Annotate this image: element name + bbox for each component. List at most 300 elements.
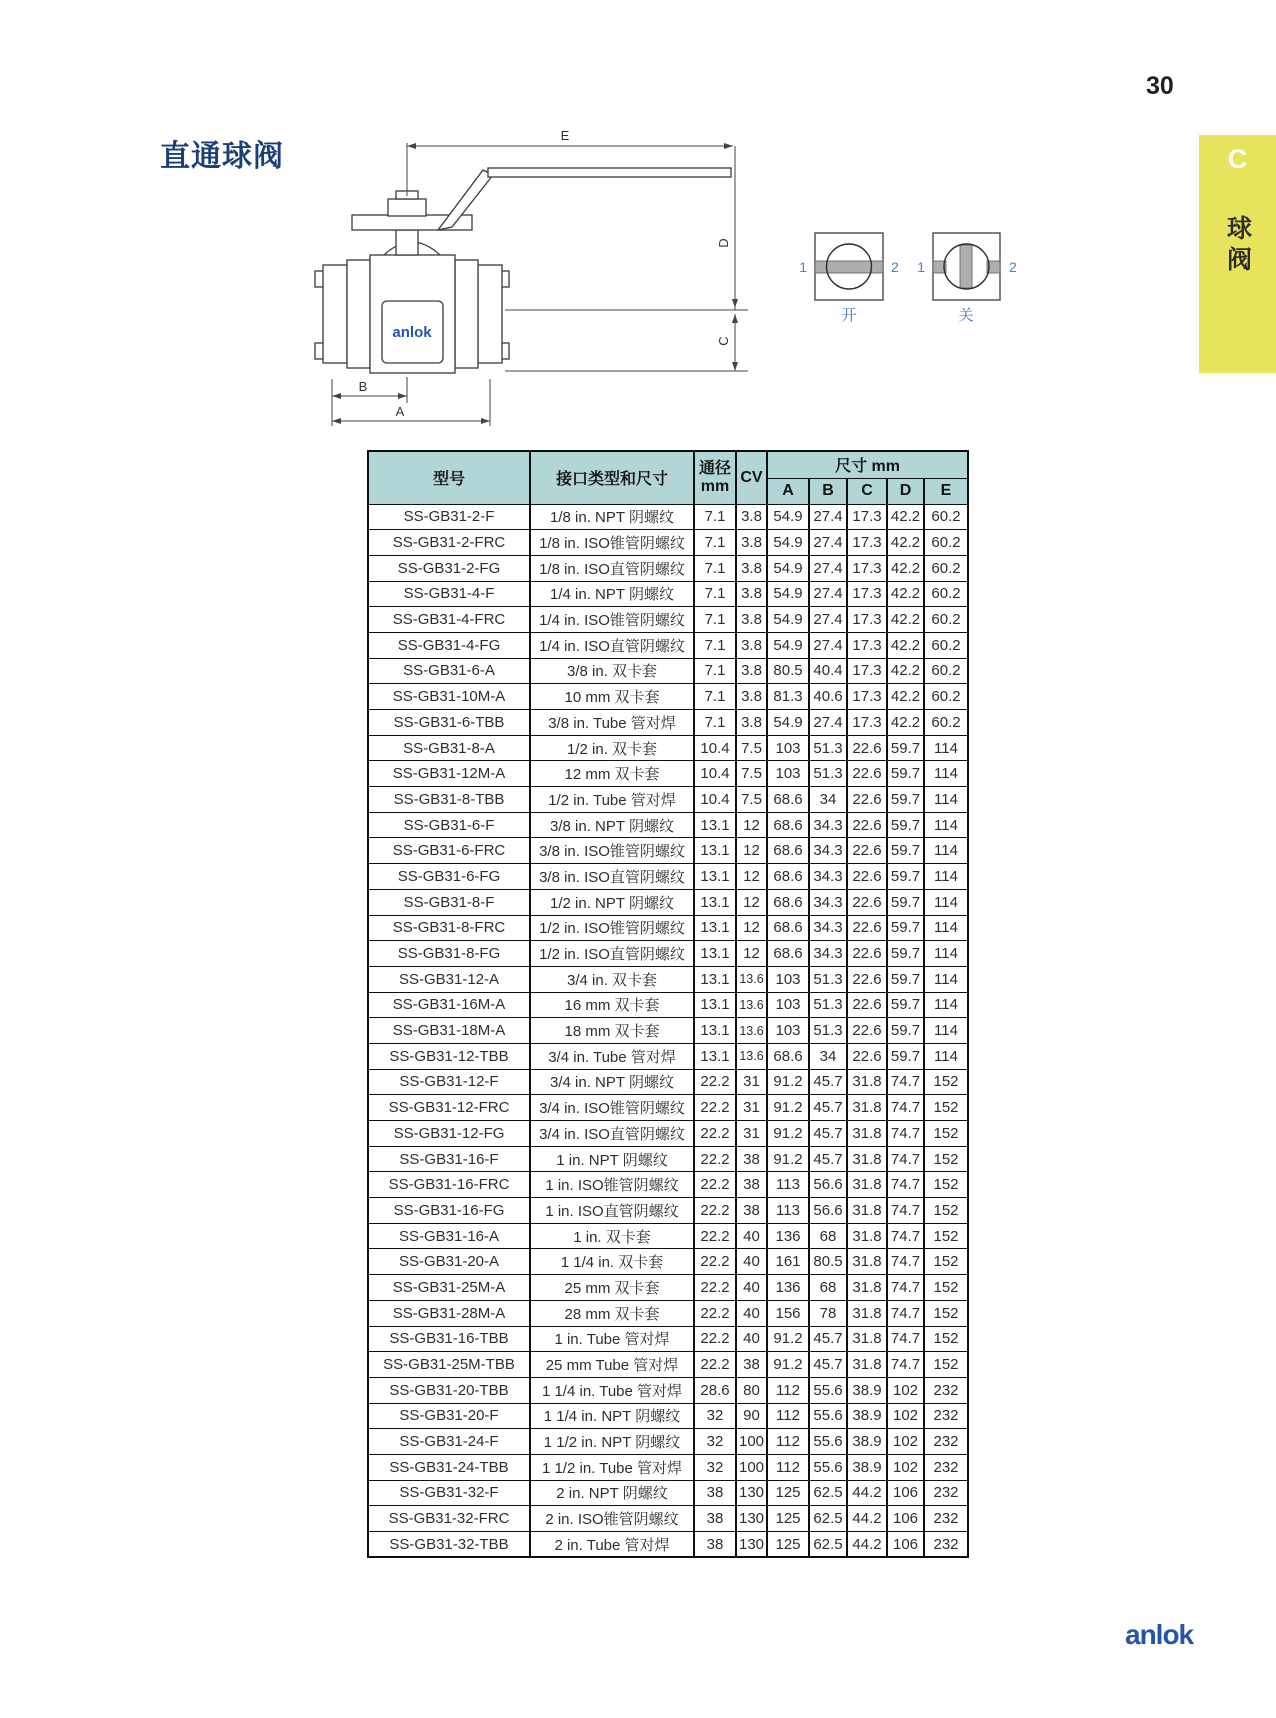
dim-label-a: A (395, 404, 405, 419)
table-cell: 22.6 (847, 1043, 887, 1069)
table-cell: SS-GB31-25M-A (368, 1275, 530, 1301)
table-cell: 22.6 (847, 812, 887, 838)
col-header-bore-line1: 通径 (698, 460, 731, 478)
table-cell: 22.2 (694, 1326, 736, 1352)
table-cell: 112 (767, 1377, 809, 1403)
table-cell: 22.6 (847, 889, 887, 915)
table-cell: 31.8 (847, 1352, 887, 1378)
table-cell: 38 (694, 1532, 736, 1558)
table-cell: 1 1/4 in. Tube 管对焊 (530, 1377, 694, 1403)
table-cell: 90 (736, 1403, 767, 1429)
table-row (368, 761, 968, 787)
table-cell: SS-GB31-16-A (368, 1223, 530, 1249)
table-cell: 44.2 (847, 1480, 887, 1506)
table-cell: 59.7 (887, 992, 924, 1018)
table-cell: 103 (767, 992, 809, 1018)
section-tab (1199, 135, 1276, 373)
table-cell: 34.3 (809, 838, 847, 864)
page-title: 直通球阀 (160, 140, 284, 173)
table-cell: 114 (924, 941, 968, 967)
table-cell: 130 (736, 1532, 767, 1558)
table-cell: 22.6 (847, 1018, 887, 1044)
table-cell: 1/4 in. ISO锥管阴螺纹 (530, 607, 694, 633)
table-cell: 44.2 (847, 1532, 887, 1558)
table-cell: 232 (924, 1403, 968, 1429)
table-cell: 32 (694, 1429, 736, 1455)
table-cell: 125 (767, 1532, 809, 1558)
table-cell: 59.7 (887, 915, 924, 941)
table-cell: 27.4 (809, 607, 847, 633)
table-cell: 17.3 (847, 504, 887, 530)
table-cell: 156 (767, 1300, 809, 1326)
table-cell: 3/4 in. Tube 管对焊 (530, 1043, 694, 1069)
table-cell: 2 in. ISO锥管阴螺纹 (530, 1506, 694, 1532)
table-cell: 125 (767, 1480, 809, 1506)
table-cell: 34.3 (809, 889, 847, 915)
table-row (368, 1403, 968, 1429)
position-diagram-closed (917, 233, 1017, 324)
table-cell: 45.7 (809, 1352, 847, 1378)
table-cell: 152 (924, 1198, 968, 1224)
table-row (368, 966, 968, 992)
closed-caption: 关 (958, 307, 974, 324)
table-cell: 152 (924, 1249, 968, 1275)
table-cell: 91.2 (767, 1121, 809, 1147)
table-cell: 28 mm 双卡套 (530, 1300, 694, 1326)
table-cell: 68.6 (767, 812, 809, 838)
col-header-bore (694, 451, 736, 504)
table-cell: 81.3 (767, 684, 809, 710)
table-cell: 22.2 (694, 1172, 736, 1198)
table-row (368, 658, 968, 684)
table-cell: 42.2 (887, 684, 924, 710)
table-cell: 1 1/4 in. 双卡套 (530, 1249, 694, 1275)
table-cell: 10.4 (694, 761, 736, 787)
table-cell: 27.4 (809, 530, 847, 556)
table-cell: 74.7 (887, 1069, 924, 1095)
table-cell: 22.2 (694, 1069, 736, 1095)
table-row (368, 735, 968, 761)
table-cell: 62.5 (809, 1532, 847, 1558)
table-row (368, 1454, 968, 1480)
table-row (368, 1018, 968, 1044)
table-cell: 59.7 (887, 838, 924, 864)
table-cell: 152 (924, 1146, 968, 1172)
table-cell: 100 (736, 1454, 767, 1480)
table-cell: SS-GB31-16M-A (368, 992, 530, 1018)
table-row (368, 581, 968, 607)
table-cell: 78 (809, 1300, 847, 1326)
table-cell: 100 (736, 1429, 767, 1455)
table-cell: 12 (736, 941, 767, 967)
table-cell: 80 (736, 1377, 767, 1403)
table-cell: 51.3 (809, 735, 847, 761)
table-cell: 38 (694, 1480, 736, 1506)
table-cell: 27.4 (809, 581, 847, 607)
table-cell: SS-GB31-12-A (368, 966, 530, 992)
table-cell: 17.3 (847, 684, 887, 710)
table-cell: 17.3 (847, 710, 887, 736)
table-cell: 136 (767, 1275, 809, 1301)
table-cell: SS-GB31-12-FG (368, 1121, 530, 1147)
table-cell: 32 (694, 1454, 736, 1480)
table-cell: 38 (694, 1506, 736, 1532)
table-cell: 12 (736, 915, 767, 941)
table-cell: 7.1 (694, 555, 736, 581)
table-cell: 22.2 (694, 1223, 736, 1249)
table-cell: 25 mm Tube 管对焊 (530, 1352, 694, 1378)
table-cell: 40 (736, 1300, 767, 1326)
table-cell: 12 (736, 864, 767, 890)
table-cell: 1/8 in. ISO直管阴螺纹 (530, 555, 694, 581)
closed-port-1: 1 (917, 259, 925, 275)
table-cell: SS-GB31-6-TBB (368, 710, 530, 736)
table-cell: 68.6 (767, 787, 809, 813)
table-cell: 1/4 in. ISO直管阴螺纹 (530, 632, 694, 658)
table-cell: 3/4 in. ISO锥管阴螺纹 (530, 1095, 694, 1121)
table-row (368, 710, 968, 736)
table-cell: 74.7 (887, 1121, 924, 1147)
table-row (368, 530, 968, 556)
table-cell: 102 (887, 1429, 924, 1455)
table-cell: 112 (767, 1429, 809, 1455)
table-cell: SS-GB31-12M-A (368, 761, 530, 787)
table-cell: SS-GB31-8-TBB (368, 787, 530, 813)
table-cell: 74.7 (887, 1172, 924, 1198)
table-cell: 106 (887, 1506, 924, 1532)
table-cell: 3.8 (736, 504, 767, 530)
table-cell: 60.2 (924, 632, 968, 658)
table-cell: 114 (924, 864, 968, 890)
table-cell: 1 in. NPT 阴螺纹 (530, 1146, 694, 1172)
table-cell: SS-GB31-6-FRC (368, 838, 530, 864)
table-cell: 7.1 (694, 710, 736, 736)
table-cell: 17.3 (847, 530, 887, 556)
table-cell: 13.1 (694, 992, 736, 1018)
dim-label-c: C (716, 336, 731, 346)
table-cell: 45.7 (809, 1326, 847, 1352)
table-cell: 54.9 (767, 632, 809, 658)
col-header-dim-a: A (767, 478, 809, 504)
table-cell: 114 (924, 1018, 968, 1044)
table-cell: 103 (767, 735, 809, 761)
table-row (368, 1326, 968, 1352)
table-cell: SS-GB31-18M-A (368, 1018, 530, 1044)
table-cell: 54.9 (767, 581, 809, 607)
dim-label-e: E (560, 128, 570, 143)
table-cell: 3/8 in. NPT 阴螺纹 (530, 812, 694, 838)
table-row (368, 787, 968, 813)
table-row (368, 1249, 968, 1275)
table-cell: 13.6 (736, 1018, 767, 1044)
table-cell: 130 (736, 1506, 767, 1532)
table-cell: 113 (767, 1198, 809, 1224)
table-cell: 51.3 (809, 1018, 847, 1044)
table-cell: SS-GB31-32-FRC (368, 1506, 530, 1532)
table-row (368, 607, 968, 633)
table-cell: 3/4 in. 双卡套 (530, 966, 694, 992)
table-cell: 91.2 (767, 1095, 809, 1121)
table-cell: 114 (924, 889, 968, 915)
table-cell: SS-GB31-2-FG (368, 555, 530, 581)
table-cell: 56.6 (809, 1198, 847, 1224)
table-cell: 152 (924, 1121, 968, 1147)
table-cell: 38.9 (847, 1454, 887, 1480)
table-cell: 152 (924, 1300, 968, 1326)
table-cell: SS-GB31-32-F (368, 1480, 530, 1506)
dim-label-d: D (716, 238, 731, 248)
table-cell: SS-GB31-6-F (368, 812, 530, 838)
col-header-connection: 接口类型和尺寸 (530, 451, 694, 504)
table-cell: 7.5 (736, 761, 767, 787)
table-cell: 114 (924, 915, 968, 941)
table-row (368, 684, 968, 710)
table-cell: 31.8 (847, 1223, 887, 1249)
table-row (368, 1377, 968, 1403)
valve-technical-drawing (280, 115, 1020, 435)
table-cell: 60.2 (924, 581, 968, 607)
table-cell: 13.1 (694, 889, 736, 915)
table-cell: 25 mm 双卡套 (530, 1275, 694, 1301)
table-cell: 114 (924, 761, 968, 787)
table-cell: SS-GB31-2-F (368, 504, 530, 530)
table-cell: SS-GB31-28M-A (368, 1300, 530, 1326)
table-cell: 31.8 (847, 1069, 887, 1095)
table-cell: 56.6 (809, 1172, 847, 1198)
table-cell: 22.2 (694, 1198, 736, 1224)
valve-body-logo: anlok (392, 324, 432, 341)
table-cell: 32 (694, 1403, 736, 1429)
valve-stem-nut (388, 199, 426, 216)
table-cell: SS-GB31-16-TBB (368, 1326, 530, 1352)
table-row (368, 941, 968, 967)
table-cell: 42.2 (887, 581, 924, 607)
table-cell: 80.5 (767, 658, 809, 684)
table-cell: 7.5 (736, 735, 767, 761)
table-cell: 34.3 (809, 864, 847, 890)
table-cell: 1 in. 双卡套 (530, 1223, 694, 1249)
table-cell: 114 (924, 838, 968, 864)
table-cell: 59.7 (887, 735, 924, 761)
table-cell: 13.1 (694, 864, 736, 890)
table-cell: 3.8 (736, 581, 767, 607)
table-cell: 91.2 (767, 1069, 809, 1095)
table-cell: 68.6 (767, 1043, 809, 1069)
table-cell: 102 (887, 1377, 924, 1403)
table-cell: 74.7 (887, 1146, 924, 1172)
table-cell: 40 (736, 1223, 767, 1249)
table-cell: 34 (809, 787, 847, 813)
table-row (368, 555, 968, 581)
table-cell: 34 (809, 1043, 847, 1069)
table-cell: 232 (924, 1377, 968, 1403)
table-row (368, 632, 968, 658)
table-cell: 3.8 (736, 658, 767, 684)
table-cell: SS-GB31-2-FRC (368, 530, 530, 556)
table-cell: 38 (736, 1146, 767, 1172)
table-cell: 1 in. ISO直管阴螺纹 (530, 1198, 694, 1224)
table-cell: 232 (924, 1506, 968, 1532)
table-cell: 125 (767, 1506, 809, 1532)
valve-handle-bar (488, 168, 731, 177)
table-cell: 1/2 in. 双卡套 (530, 735, 694, 761)
position-diagram-open (799, 233, 899, 324)
open-port-2: 2 (891, 259, 899, 275)
table-cell: 3/4 in. NPT 阴螺纹 (530, 1069, 694, 1095)
table-row (368, 1275, 968, 1301)
table-cell: 232 (924, 1480, 968, 1506)
table-row (368, 1172, 968, 1198)
table-cell: 22.6 (847, 864, 887, 890)
table-cell: 55.6 (809, 1403, 847, 1429)
valve-stem (396, 230, 418, 255)
table-cell: SS-GB31-16-F (368, 1146, 530, 1172)
table-cell: 16 mm 双卡套 (530, 992, 694, 1018)
table-cell: 114 (924, 735, 968, 761)
table-cell: 13.1 (694, 915, 736, 941)
table-cell: 7.1 (694, 504, 736, 530)
table-cell: 51.3 (809, 761, 847, 787)
footer-brand-logo: anlok (1125, 1619, 1194, 1650)
col-header-dims-group: 尺寸 mm (767, 451, 968, 478)
table-cell: 1/8 in. ISO锥管阴螺纹 (530, 530, 694, 556)
table-cell: 22.6 (847, 787, 887, 813)
table-cell: 102 (887, 1403, 924, 1429)
table-cell: 74.7 (887, 1223, 924, 1249)
table-cell: SS-GB31-20-F (368, 1403, 530, 1429)
table-cell: 34.3 (809, 812, 847, 838)
table-cell: 22.6 (847, 966, 887, 992)
table-cell: 10 mm 双卡套 (530, 684, 694, 710)
table-cell: 130 (736, 1480, 767, 1506)
table-cell: SS-GB31-20-A (368, 1249, 530, 1275)
table-cell: 1/4 in. NPT 阴螺纹 (530, 581, 694, 607)
open-caption: 开 (841, 307, 857, 324)
table-cell: 45.7 (809, 1121, 847, 1147)
table-cell: 3.8 (736, 555, 767, 581)
table-cell: 31 (736, 1069, 767, 1095)
table-row (368, 889, 968, 915)
table-cell: 18 mm 双卡套 (530, 1018, 694, 1044)
table-cell: 152 (924, 1352, 968, 1378)
table-cell: 31.8 (847, 1095, 887, 1121)
table-row (368, 915, 968, 941)
table-row (368, 504, 968, 530)
table-cell: SS-GB31-4-FG (368, 632, 530, 658)
table-cell: 74.7 (887, 1352, 924, 1378)
table-cell: 17.3 (847, 658, 887, 684)
table-cell: 22.2 (694, 1095, 736, 1121)
table-cell: 38 (736, 1198, 767, 1224)
table-cell: 38.9 (847, 1429, 887, 1455)
valve-right-cap (478, 265, 502, 363)
table-cell: SS-GB31-16-FRC (368, 1172, 530, 1198)
table-cell: 1/2 in. ISO直管阴螺纹 (530, 941, 694, 967)
table-cell: 1 1/4 in. NPT 阴螺纹 (530, 1403, 694, 1429)
table-cell: 74.7 (887, 1300, 924, 1326)
table-cell: 13.1 (694, 812, 736, 838)
table-cell: SS-GB31-8-FRC (368, 915, 530, 941)
table-cell: 114 (924, 787, 968, 813)
table-cell: SS-GB31-4-F (368, 581, 530, 607)
table-cell: 31.8 (847, 1146, 887, 1172)
table-cell: 17.3 (847, 632, 887, 658)
table-cell: 44.2 (847, 1506, 887, 1532)
valve-right-flange (455, 260, 478, 368)
valve-left-cap (323, 265, 347, 363)
table-cell: 106 (887, 1480, 924, 1506)
table-cell: 10.4 (694, 787, 736, 813)
table-cell: SS-GB31-12-TBB (368, 1043, 530, 1069)
table-cell: 103 (767, 761, 809, 787)
table-cell: 54.9 (767, 710, 809, 736)
table-cell: SS-GB31-6-FG (368, 864, 530, 890)
table-cell: 60.2 (924, 555, 968, 581)
table-cell: 3.8 (736, 632, 767, 658)
table-cell: 22.6 (847, 735, 887, 761)
table-cell: 91.2 (767, 1326, 809, 1352)
table-cell: 42.2 (887, 658, 924, 684)
table-cell: SS-GB31-8-F (368, 889, 530, 915)
table-cell: SS-GB31-25M-TBB (368, 1352, 530, 1378)
table-cell: SS-GB31-12-FRC (368, 1095, 530, 1121)
table-cell: 114 (924, 1043, 968, 1069)
table-cell: 1 in. ISO锥管阴螺纹 (530, 1172, 694, 1198)
table-cell: SS-GB31-8-A (368, 735, 530, 761)
table-row (368, 812, 968, 838)
table-cell: 1/2 in. Tube 管对焊 (530, 787, 694, 813)
col-header-model: 型号 (368, 451, 530, 504)
table-cell: 68.6 (767, 915, 809, 941)
table-cell: 31.8 (847, 1326, 887, 1352)
table-cell: 22.2 (694, 1275, 736, 1301)
table-cell: 27.4 (809, 710, 847, 736)
table-cell: 114 (924, 812, 968, 838)
table-cell: 7.5 (736, 787, 767, 813)
table-cell: 40.6 (809, 684, 847, 710)
table-cell: 31.8 (847, 1172, 887, 1198)
table-cell: 1/8 in. NPT 阴螺纹 (530, 504, 694, 530)
table-row (368, 1121, 968, 1147)
table-cell: 7.1 (694, 632, 736, 658)
col-header-dim-e: E (924, 478, 968, 504)
table-cell: 13.6 (736, 966, 767, 992)
table-cell: 113 (767, 1172, 809, 1198)
table-cell: 1 in. Tube 管对焊 (530, 1326, 694, 1352)
table-cell: 102 (887, 1454, 924, 1480)
table-cell: 22.2 (694, 1352, 736, 1378)
table-row (368, 1223, 968, 1249)
table-cell: 51.3 (809, 966, 847, 992)
table-cell: 3/4 in. ISO直管阴螺纹 (530, 1121, 694, 1147)
table-cell: 60.2 (924, 607, 968, 633)
table-cell: 59.7 (887, 941, 924, 967)
page-number: 30 (1146, 72, 1174, 100)
table-cell: 31.8 (847, 1121, 887, 1147)
spec-table (367, 450, 969, 1558)
table-cell: 54.9 (767, 504, 809, 530)
table-cell: 31.8 (847, 1198, 887, 1224)
table-cell: 22.6 (847, 941, 887, 967)
table-cell: 7.1 (694, 581, 736, 607)
table-cell: 27.4 (809, 555, 847, 581)
table-cell: 51.3 (809, 992, 847, 1018)
table-cell: SS-GB31-24-F (368, 1429, 530, 1455)
table-row (368, 1300, 968, 1326)
table-cell: 27.4 (809, 504, 847, 530)
table-cell: 60.2 (924, 658, 968, 684)
table-cell: 59.7 (887, 761, 924, 787)
